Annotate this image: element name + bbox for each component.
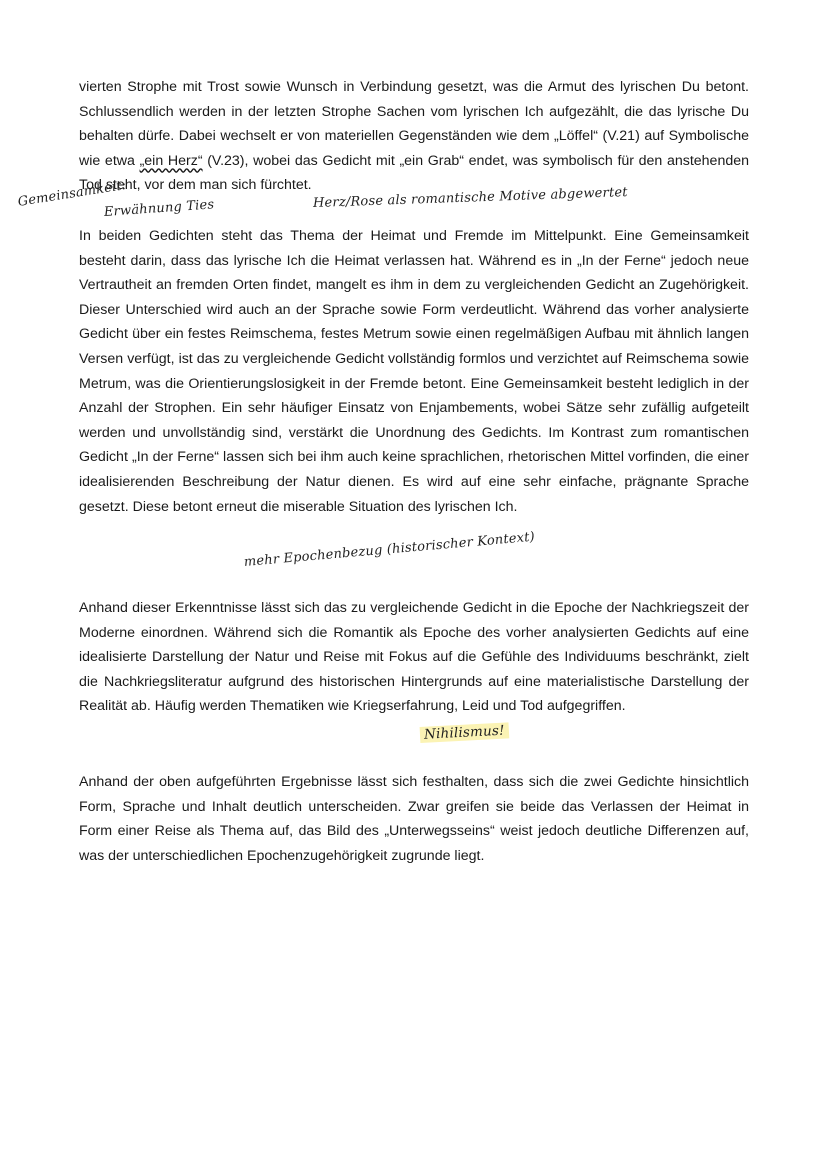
paragraph-comparison: In beiden Gedichten steht das Thema der Heimat und Fremde im Mittelpunkt. Eine Gemeinsamkeit besteht darin, dass das lyrische Ich die Heimat verlassen hat. Während es in „In der Ferne“ jedoch neue Vertrautheit an fremden Orten findet, mangelt es ihm in dem zu vergleichenden Gedicht an Zugehörigkeit. Dieser Unterschied wird auch an der Sprache sowie Form verdeutlicht. Während das vorher analysierte Gedicht über ein festes Reimschema, festes Metrum sowie einen regelmäßigen Aufbau mit ähnlich langen Versen verfügt, ist das zu vergleichende Gedicht vollständig formlos und verzichtet auf Reimschema sowie Metrum, was die Orientierungslosigkeit in der Fremde betont. Eine Gemeinsamkeit besteht lediglich in der Anzahl der Strophen. Ein sehr häufiger Einsatz von Enjambements, wobei Sätze sehr zufällig aufgeteilt werden und unvollständig sind, verstärkt die Unordnung des Gedichts. Im Kontrast zum romantischen Gedicht „In der Ferne“ lassen sich bei ihm auch keine sprachlichen, rhetorischen Mittel vorfinden, die einer idealisierenden Beschreibung der Natur dienen. Es wird auf eine sehr einfache, prägnante Sprache gesetzt. Diese betont erneut die miserable Situation des lyrischen Ich. (79, 228, 749, 515)
handwritten-note-epochenbezug: mehr Epochenbezug (historischer Kontext) (243, 529, 536, 570)
paragraph-epoch: Anhand dieser Erkenntnisse lässt sich das zu vergleichende Gedicht in die Epoche der Nachkriegszeit der Moderne einordnen. Während sich die Romantik als Epoche des vorher analysierten Gedichts auf eine idealisierte Darstellung der Natur und Reise mit Fokus auf die Gefühle des Individuums beschränkt, zielt die Nachkriegsliteratur aufgrund des historischen Hintergrunds auf eine materialistische Darstellung der Realität ab. Häufig werden Thematiken wie Kriegserfahrung, Leid und Tod aufgegriffen. (79, 600, 749, 715)
handwritten-note-erwaehnung-ties: Erwähnung Ties (103, 197, 215, 220)
handwritten-note-herz-rose: Herz/Rose als romantische Motive abgewertet (312, 185, 628, 211)
handwritten-note-gemeinsamkeit: Gemeinsamkeit: (16, 177, 128, 210)
paragraph-strophe-analysis (79, 75, 749, 198)
paragraph-1-text-b: (V.23), wobei das Gedicht mit „ein Grab“ endet, was symbolisch für den anstehenden Tod steht, vor dem man sich fürchtet. (79, 152, 750, 194)
paragraph-conclusion: Anhand der oben aufgeführten Ergebnisse lässt sich festhalten, dass sich die zwei Gedichte hinsichtlich Form, Sprache und Inhalt deutlich unterscheiden. Zwar greifen sie beide das Verlassen der Heimat in Form einer Reise als Thema auf, das Bild des „Unterwegsseins“ weist jedoch deutliche Differenzen auf, was der unterschiedlichen Epochenzugehörigkeit zugrunde liegt. (79, 774, 749, 864)
handwritten-note-nihilismus: Nihilismus! (420, 722, 509, 743)
underlined-quote-ein-herz: „ein Herz“ (139, 152, 203, 169)
paragraph-1-text-a: vierten Strophe mit Trost sowie Wunsch in Verbindung gesetzt, was die Armut des lyrischen Du betont. Schlussendlich werden in der letzten Strophe Sachen vom lyrischen Ich aufgezählt, die das lyrische Du behalten dürfe. Dabei wechselt er von materiellen Gegenständen wie dem „Löffel“ (V.21) auf Symbolische wie etwa (79, 79, 749, 169)
